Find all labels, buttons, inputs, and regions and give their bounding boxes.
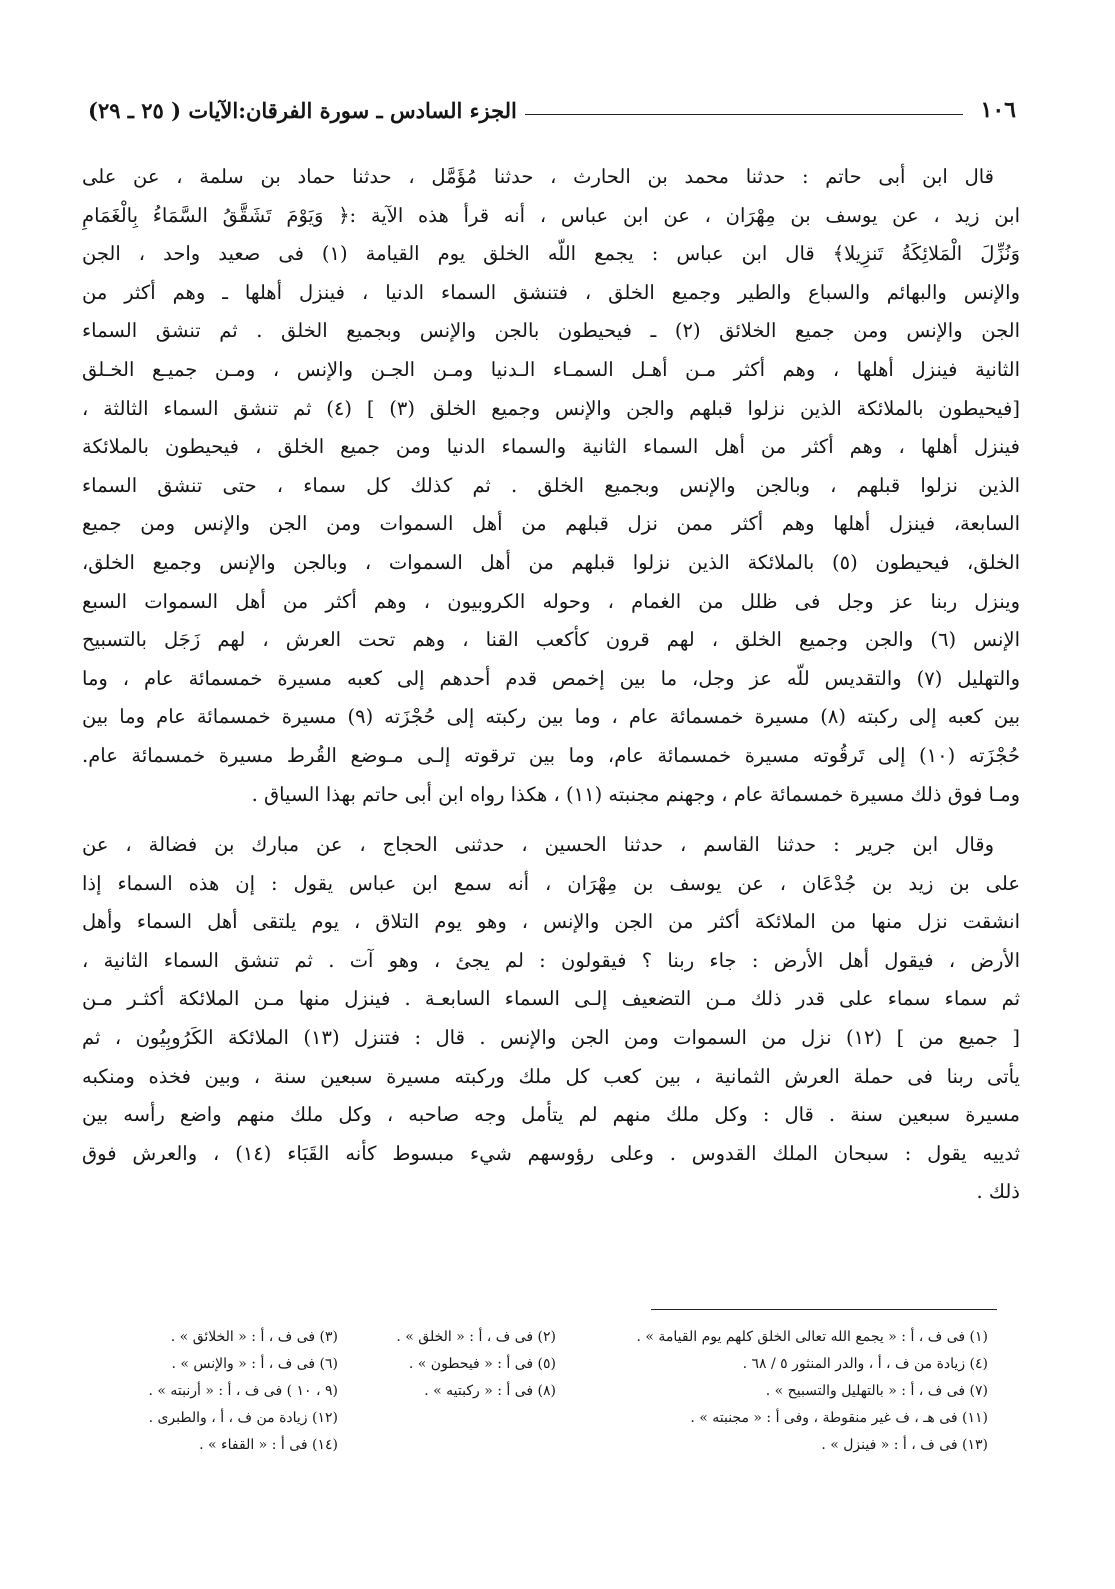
text-line: ثم سماء سماء على قدر ذلك مـن التضعيف إلـى السماء السابعـة . فينزل منها مـن الملائكة أكثـر مـن [82,987,1020,1011]
footnote: (٦) فى ف ، أ : « والإنس » . [171,1356,338,1372]
text-line: بين كعبه إلى ركبته (٨) مسيرة خمسمائة عام ، وما بين ركبته إلى حُجْزَته (٩) مسيرة خمسمائة عام وما بين [82,705,1020,729]
footnote: (١١) فى هـ ، ف غير منقوطة ، وفى أ : « مجنبته » . [690,1410,988,1426]
main-text [82,158,1020,1212]
text-line: ابن زيد ، عن يوسف بن مِهْرَان ، عن ابن عباس ، أنه قرأ هذه الآية :﴿ وَيَوْمَ تَشَقَّقُ السَّمَاءُ بِالْغَمَامِ [82,203,1020,227]
text-line: [ جميع من ] (١٢) نزل من السموات ومن الجن والإنس . قال : فتنزل (١٣) الملائكة الكَرُوبِيُون ، ثم [82,1026,1020,1050]
page-number: ١٠٦ [980,97,1016,123]
footnote: (١) فى ف ، أ : « يجمع الله تعالى الخلق كلهم يوم القيامة » . [636,1329,988,1345]
paragraph [82,826,1020,1212]
footnote-row [108,1405,988,1432]
footnote-row [108,1351,988,1378]
header-rule [525,114,963,115]
running-header [88,93,1016,127]
text-line: السابعة، فينزل أهلها وهم أكثر ممن نزل قبلهم من أهل السموات ومن الجن والإنس ومن جميع [82,512,1020,536]
footnote-rule [651,1309,997,1310]
text-line: ومـا فوق ذلك مسيرة خمسمائة عام ، وجهنم مجنبته (١١) ، هكذا رواه ابن أبى حاتم بهذا السياق . [251,782,1020,806]
footnote-row [108,1324,988,1351]
text-line: والإنس والبهائم والسباع والطير وجميع الخلق ، فتنشق السماء الدنيا ، فينزل أهلها ـ وهم أكثر من [82,280,1020,304]
text-line: وقال ابن جرير : حدثنا القاسم ، حدثنا الحسين ، حدثنى الحجاج ، عن مبارك بن فضالة ، عن [82,833,994,857]
text-line: وَنُزِّلَ الْمَلائِكَةُ تَنزِيلا﴾ قال ابن عباس : يجمع اللّه الخلق يوم القيامة (١) فى صعيد واحد ، الجن [82,242,1020,266]
footnote-row [108,1378,988,1405]
text-line: انشقت نزل منها من الملائكة أكثر من الجن والإنس ، وهو يوم التلاق ، يوم يلتقى أهل السماء وأهل [82,910,1020,934]
footnote: (٩ ، ١٠ ) فى ف ، أ : « أرنبته » . [148,1383,338,1399]
text-line: والتهليل (٧) والتقديس للّه عز وجل، ما بين إخمص قدم أحدهم إلى كعبه مسيرة خمسمائة عام ، وما [82,666,1020,690]
text-line: الخلق، فيحيطون (٥) بالملائكة الذين نزلوا قبلهم من أهل السموات ، وبالجن والإنس وجميع الخلق، [82,550,1020,574]
text-line: قال ابن أبى حاتم : حدثنا محمد بن الحارث ، حدثنا مُؤَمَّل ، حدثنا حماد بن سلمة ، عن على [82,165,994,188]
footnote: (٣) فى ف ، أ : « الخلائق » . [170,1329,338,1345]
text-line: وينزل ربنا عز وجل فى ظلل من الغمام ، وحوله الكروبيون ، وهم أكثر من أهل السموات السبع [82,589,1020,613]
text-line: على بن زيد بن جُدْعَان ، عن يوسف بن مِهْرَان ، أنه سمع ابن عباس يقول : إن هذه السماء إذا [82,871,1020,895]
running-title: الجزء السادس ـ سورة الفرقان:الآيات ( ٢٥ ـ ٢٩) [88,97,517,123]
footnote: (٤) زيادة من ف ، أ ، والدر المنثور ٥ / ٦٨ . [742,1356,988,1372]
text-line: ذلك . [976,1180,1020,1204]
paragraph [82,158,1020,814]
text-line: الجن والإنس ومن جميع الخلائق (٢) ـ فيحيطون بالجن والإنس وبجميع الخلق . ثم تنشق السماء [82,319,1020,343]
footnote: (٥) فى أ : « فيحطون » . [408,1356,556,1372]
footnote: (١٢) زيادة من ف ، أ ، والطبرى . [148,1410,338,1426]
footnote: (٨) فى أ : « ركبتيه » . [424,1383,556,1399]
paragraph-gap [82,814,1020,826]
footnotes [108,1324,988,1459]
footnote: (٢) فى ف ، أ : « الخلق » . [396,1329,556,1345]
footnote: (٧) فى ف ، أ : « بالتهليل والتسبيح » . [765,1383,988,1399]
footnote: (١٣) فى ف ، أ : « فينزل » . [821,1437,988,1453]
text-line: ثدييه يقول : سبحان الملك القدوس . وعلى رؤوسهم شيء مبسوط كأنه القَبَاء (١٤) ، والعرش فوق [82,1141,1020,1165]
text-line: فينزل أهلها ، وهم أكثر من أهل السماء الثانية والسماء الدنيا ومن جميع الخلق ، فيحيطون بالملائكة [82,435,1020,459]
text-line: حُجْزَته (١٠) إلى تَرقُوته مسيرة خمسمائة عام، وما بين ترقوته إلـى مـوضع القُرط مسيرة خمسمائة عام. [82,743,1020,767]
text-line: الثانية فينزل أهلها ، وهم أكثر مـن أهـل السمـاء الـدنيا ومـن الجـن والإنس ، ومـن جميـع الخـلق [82,357,1020,381]
footnote-row [108,1432,988,1459]
text-line: يأتى ربنا فى حملة العرش الثمانية ، بين كعب كل ملك وركبته مسيرة سبعين سنة ، وبين فخذه ومنكبه [82,1064,1020,1088]
text-line: مسيرة سبعين سنة . قال : وكل ملك منهم لم يتأمل وجه صاحبه ، وكل ملك منهم واضع رأسه بين [82,1103,1020,1127]
text-line: الإنس (٦) والجن وجميع الخلق ، لهم قرون كأكعب القنا ، وهم تحت العرش ، لهم زَجَل بالتسبيح [82,628,1020,652]
text-line: الذين نزلوا قبلهم ، وبالجن والإنس وبجميع الخلق . ثم كذلك كل سماء ، حتى تنشق السماء [82,473,1020,497]
text-line: الأرض ، فيقول أهل الأرض : جاء ربنا ؟ فيقولون : لم يجئ ، وهو آت . ثم تنشق السماء الثانية ، [82,948,1020,972]
footnote: (١٤) فى أ : « القفاء » . [199,1437,338,1453]
text-line: [فيحيطون بالملائكة الذين نزلوا قبلهم والجن والإنس وجميع الخلق (٣) ] (٤) ثم تنشق السماء الثالثة ، [82,396,1020,420]
